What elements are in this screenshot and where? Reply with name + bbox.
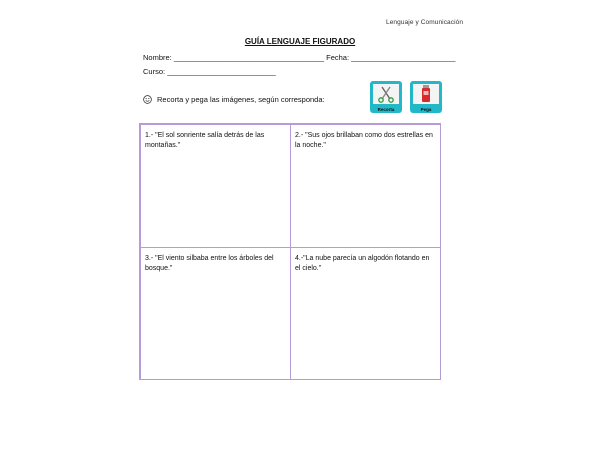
box-4-text: 4.-"La nube parecía un algodón flotando en el cielo."	[295, 255, 430, 272]
box-3-text: 3.- "El viento silbaba entre los árboles del bosque."	[145, 255, 274, 272]
page-title: GUÍA LENGUAJE FIGURADO	[244, 37, 356, 46]
fecha-field[interactable]: _________________________	[351, 53, 456, 62]
subject-header: Lenguaje y Comunicación	[386, 19, 464, 26]
curso-line	[143, 67, 276, 76]
instruction-text: Recorta y pega las imágenes, según corresponda:	[157, 95, 325, 104]
nombre-label: Nombre:	[143, 53, 172, 62]
instruction	[143, 95, 325, 104]
box-2-text: 2.- "Sus ojos brillaban como dos estrellas en la noche."	[295, 132, 433, 149]
box-2[interactable]	[290, 124, 441, 248]
recorta-label: Recorta	[377, 107, 395, 112]
curso-label: Curso:	[143, 67, 166, 76]
box-1[interactable]	[140, 124, 291, 248]
pega-label: Pega	[420, 107, 432, 112]
scissors-icon	[373, 84, 399, 104]
smiley-icon	[143, 95, 152, 104]
fecha-label: Fecha:	[326, 53, 350, 62]
nombre-field[interactable]: ____________________________________	[173, 53, 325, 62]
name-date-line	[143, 53, 455, 62]
activity-grid	[139, 123, 441, 380]
recorta-card[interactable]	[370, 81, 402, 113]
box-4[interactable]	[290, 247, 441, 380]
glue-stick-icon	[413, 84, 439, 104]
pega-card[interactable]	[410, 81, 442, 113]
curso-field[interactable]: __________________________	[167, 67, 276, 76]
box-1-text: 1.- "El sol sonriente salía detrás de las montañas."	[145, 132, 265, 149]
box-3[interactable]	[140, 247, 291, 380]
